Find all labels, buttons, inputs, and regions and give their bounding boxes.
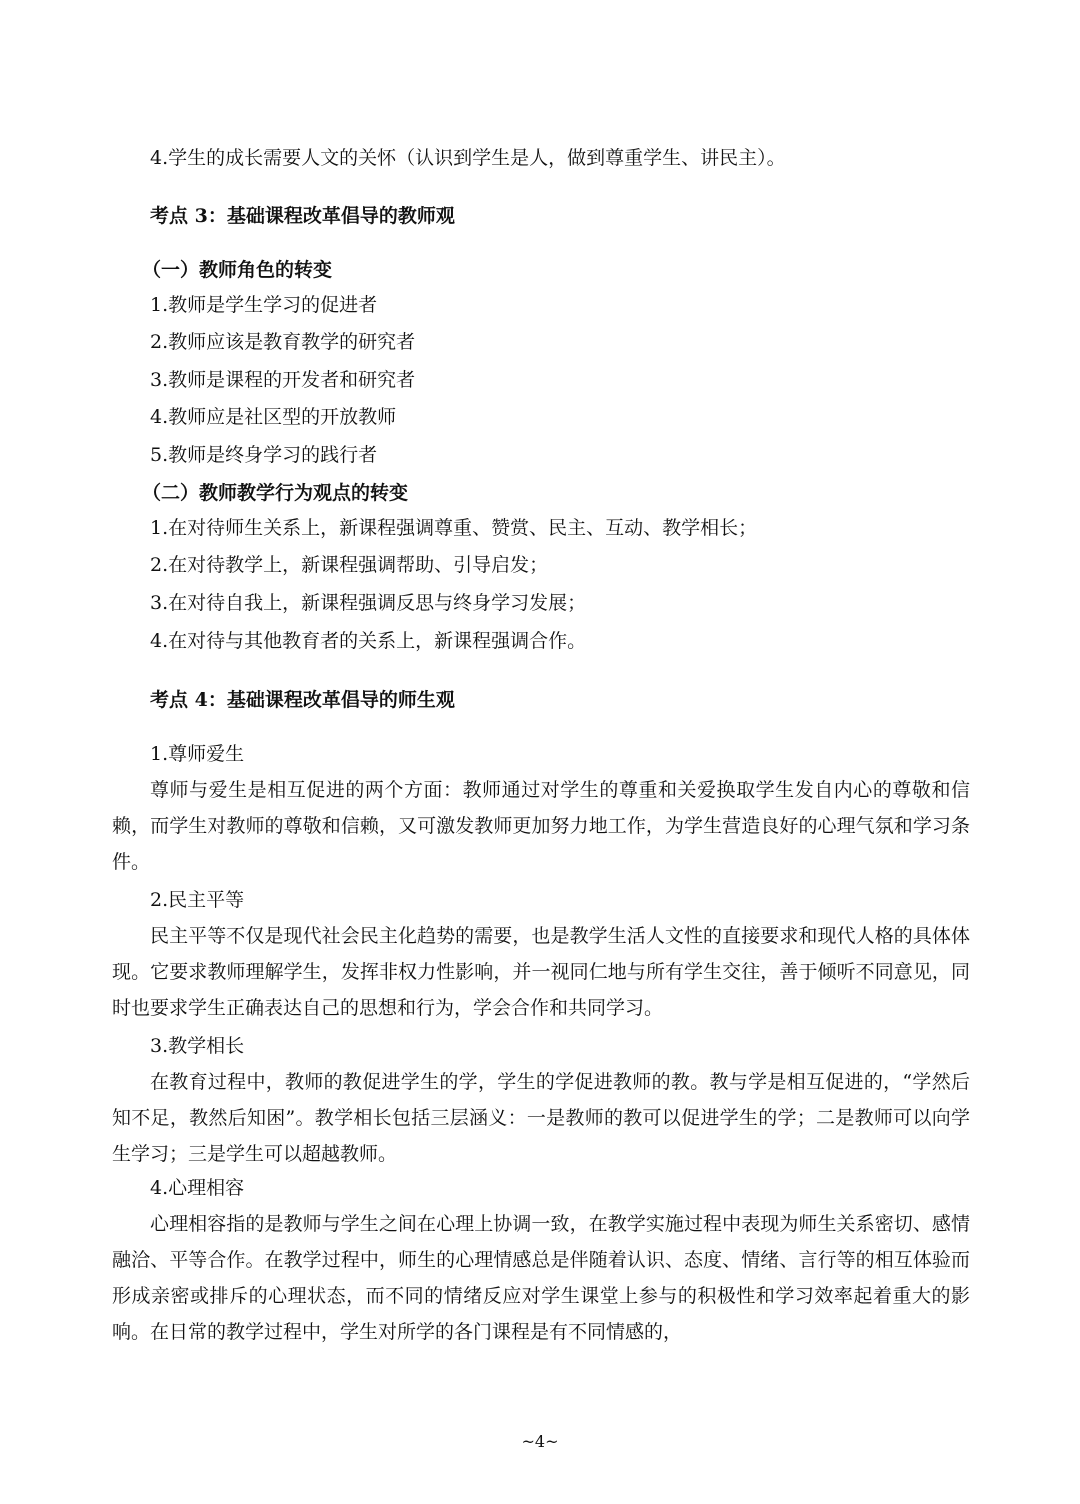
paragraph-text: 在教育过程中，教师的教促进学生的学，学生的学促进教师的教。教与学是相互促进的，“学然后知不足，教然后知困”。教学相长包括三层涵义：一是教师的教可以促进学生的学；二是教师可以向学生学习；三是学生可以超越教师。 [112,1071,970,1165]
topic-title-2: 2.民主平等 [150,889,245,911]
list-item-role-3: 3.教师是课程的开发者和研究者 [150,369,416,391]
list-item-behavior-2: 2.在对待教学上，新课程强调帮助、引导启发； [150,554,549,576]
section-heading-teacher-view: 考点 3：基础课程改革倡导的教师观 [150,205,455,227]
item-student-humanistic-care: 4.学生的成长需要人文的关怀（认识到学生是人，做到尊重学生、讲民主）。 [150,147,786,169]
list-item-role-5: 5.教师是终身学习的践行者 [150,444,378,466]
section-heading-teacher-student-view: 考点 4：基础课程改革倡导的师生观 [150,689,455,711]
list-item-role-1: 1.教师是学生学习的促进者 [150,294,378,316]
paragraph-text: 心理相容指的是教师与学生之间在心理上协调一致，在教学实施过程中表现为师生关系密切、感情融洽、平等合作。在教学过程中，师生的心理情感总是伴随着认识、态度、情绪、言行等的相互体验而形成亲密或排斥的心理状态，而不同的情绪反应对学生课堂上参与的积极性和学习效率起着重大的影响。在日常的教学过程中，学生对所学的各门课程是有不同情感的， [112,1213,970,1343]
list-item-role-4: 4.教师应是社区型的开放教师 [150,406,397,428]
list-item-behavior-1: 1.在对待师生关系上，新课程强调尊重、赞赏、民主、互动、教学相长； [150,517,758,539]
subheading-teaching-behavior: （二）教师教学行为观点的转变 [142,482,409,504]
list-item-behavior-3: 3.在对待自我上，新课程强调反思与终身学习发展； [150,592,587,614]
paragraph-text: 尊师与爱生是相互促进的两个方面：教师通过对学生的尊重和关爱换取学生发自内心的尊敬和信赖，而学生对教师的尊敬和信赖，又可激发教师更加努力地工作，为学生营造良好的心理气氛和学习条件。 [112,779,970,873]
list-item-role-2: 2.教师应该是教育教学的研究者 [150,331,416,353]
subheading-teacher-role: （一）教师角色的转变 [142,259,333,281]
paragraph-respect-love [112,772,970,880]
topic-title-1: 1.尊师爱生 [150,743,245,765]
paragraph-psychological-compatibility [112,1206,970,1350]
paragraph-democracy-equality [112,918,970,1026]
list-item-behavior-4: 4.在对待与其他教育者的关系上，新课程强调合作。 [150,630,587,652]
paragraph-text: 民主平等不仅是现代社会民主化趋势的需要，也是教学生活人文性的直接要求和现代人格的具体体现。它要求教师理解学生，发挥非权力性影响，并一视同仁地与所有学生交往，善于倾听不同意见，同时也要求学生正确表达自己的思想和行为，学会合作和共同学习。 [112,925,970,1019]
topic-title-4: 4.心理相容 [150,1177,245,1199]
page-number: ~4~ [521,1432,559,1451]
topic-title-3: 3.教学相长 [150,1035,245,1057]
paragraph-mutual-growth [112,1064,970,1172]
